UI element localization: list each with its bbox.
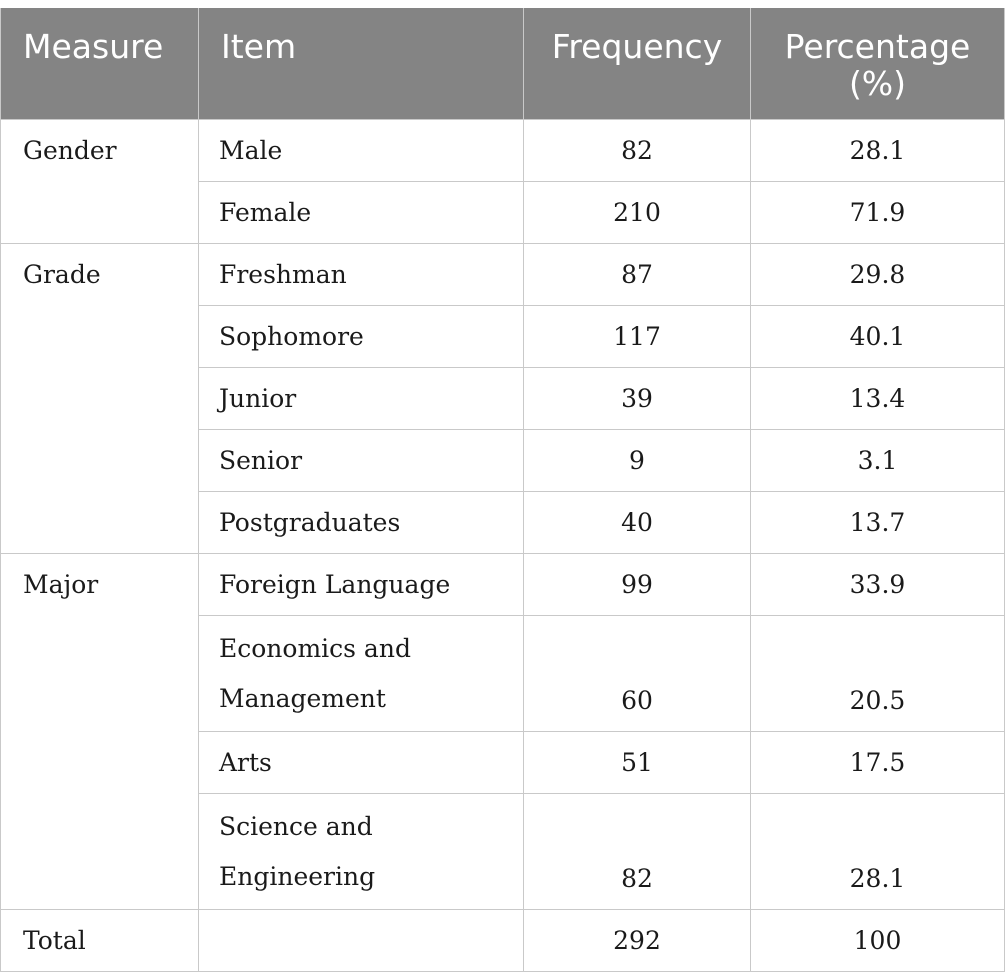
frequency-cell: 40 [524,492,751,554]
measure-major: Major [1,554,199,910]
percentage-cell: 13.4 [751,368,1005,430]
percentage-cell: 3.1 [751,430,1005,492]
item-cell: Arts [199,732,524,794]
measure-total: Total [1,910,199,972]
item-cell: Sophomore [199,306,524,368]
percentage-cell: 20.5 [751,616,1005,732]
frequency-cell: 82 [524,120,751,182]
item-cell: Foreign Language [199,554,524,616]
frequency-cell: 82 [524,794,751,910]
percentage-cell: 100 [751,910,1005,972]
percentage-cell: 17.5 [751,732,1005,794]
item-cell: Postgraduates [199,492,524,554]
item-cell: Freshman [199,244,524,306]
table-body [1,120,1005,972]
item-cell: Junior [199,368,524,430]
measure-gender: Gender [1,120,199,244]
table-row [1,120,1005,182]
frequency-cell: 51 [524,732,751,794]
frequency-cell: 9 [524,430,751,492]
item-cell: Female [199,182,524,244]
item-cell [199,910,524,972]
frequency-cell: 39 [524,368,751,430]
frequency-cell: 87 [524,244,751,306]
percentage-cell: 13.7 [751,492,1005,554]
measure-grade: Grade [1,244,199,554]
header-measure: Measure [1,8,199,120]
table-header [1,8,1005,120]
item-cell: Senior [199,430,524,492]
demographics-table [0,8,1005,972]
frequency-cell: 60 [524,616,751,732]
item-cell: Male [199,120,524,182]
frequency-cell: 210 [524,182,751,244]
header-item: Item [199,8,524,120]
percentage-cell: 29.8 [751,244,1005,306]
header-row [1,8,1005,120]
header-percentage: Percentage (%) [751,8,1005,120]
header-frequency: Frequency [524,8,751,120]
frequency-cell: 292 [524,910,751,972]
percentage-cell: 40.1 [751,306,1005,368]
frequency-cell: 99 [524,554,751,616]
item-cell: Economics and Management [199,616,524,732]
total-row [1,910,1005,972]
table-row [1,244,1005,306]
percentage-cell: 28.1 [751,794,1005,910]
item-cell: Science and Engineering [199,794,524,910]
percentage-cell: 33.9 [751,554,1005,616]
table-row [1,554,1005,616]
percentage-cell: 28.1 [751,120,1005,182]
frequency-cell: 117 [524,306,751,368]
percentage-cell: 71.9 [751,182,1005,244]
